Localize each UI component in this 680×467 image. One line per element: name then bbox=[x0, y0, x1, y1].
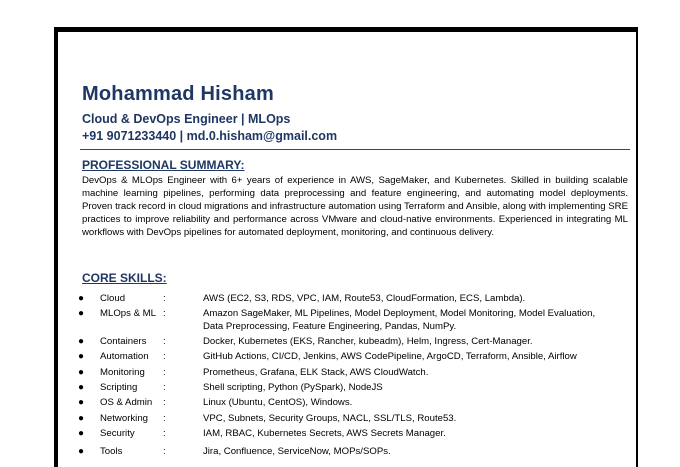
skill-value: AWS (EC2, S3, RDS, VPC, IAM, Route53, CloudFormation, ECS, Lambda). bbox=[203, 293, 526, 304]
skill-label: OS & Admin bbox=[100, 397, 153, 409]
skill-value: VPC, Subnets, Security Groups, NACL, SSL/TLS, Route53. bbox=[203, 412, 457, 424]
skill-row-security bbox=[78, 428, 638, 442]
skill-label: Monitoring bbox=[100, 366, 145, 378]
skill-row-containers bbox=[78, 336, 638, 350]
skill-colon: : bbox=[163, 293, 166, 304]
skill-row-os-admin bbox=[78, 397, 638, 411]
skill-value: Shell scripting, Python (PySpark), NodeJS bbox=[203, 381, 383, 393]
skill-colon: : bbox=[163, 412, 166, 424]
bullet-icon: ● bbox=[78, 351, 85, 363]
skill-row-monitoring bbox=[78, 367, 638, 381]
skill-label: Automation bbox=[100, 351, 149, 363]
bullet-icon: ● bbox=[78, 335, 85, 347]
skill-label: Containers bbox=[100, 335, 147, 347]
skill-value: Docker, Kubernetes (EKS, Rancher, kubeadm), Helm, Ingress, Cert-Manager. bbox=[203, 335, 533, 347]
skills-heading: CORE SKILLS: bbox=[82, 271, 167, 285]
skill-value: Linux (Ubuntu, CentOS), Windows. bbox=[203, 397, 353, 409]
skill-row-automation bbox=[78, 351, 638, 365]
bullet-icon: ● bbox=[78, 366, 85, 378]
bullet-icon: ● bbox=[78, 412, 85, 424]
skill-colon: : bbox=[163, 366, 166, 378]
header-divider bbox=[80, 149, 630, 150]
skill-row-cloud bbox=[78, 293, 638, 307]
candidate-role: Cloud & DevOps Engineer | MLOps bbox=[82, 112, 291, 126]
skill-label: Cloud bbox=[100, 293, 126, 304]
skill-label: MLOps & ML bbox=[100, 308, 156, 320]
bullet-icon: ● bbox=[78, 428, 85, 440]
bullet-icon: ● bbox=[78, 397, 85, 409]
candidate-name: Mohammad Hisham bbox=[82, 83, 274, 105]
skill-colon: : bbox=[163, 351, 166, 363]
skill-colon: : bbox=[163, 308, 166, 320]
skill-label: Scripting bbox=[100, 381, 138, 393]
skill-colon: : bbox=[163, 446, 166, 458]
contact-info: +91 9071233440 | md.0.hisham@gmail.com bbox=[82, 129, 338, 143]
skill-row-networking bbox=[78, 413, 638, 427]
skill-row-scripting bbox=[78, 382, 638, 396]
skill-value: Amazon SageMaker, ML Pipelines, Model Deployment, Model Monitoring, Model Evaluation, Data Preprocessing, Feature Engineering, Pandas, NumPy. bbox=[203, 308, 596, 332]
skill-colon: : bbox=[163, 381, 166, 393]
skill-colon: : bbox=[163, 335, 166, 347]
skill-value: Prometheus, Grafana, ELK Stack, AWS CloudWatch. bbox=[203, 366, 429, 378]
bullet-icon: ● bbox=[78, 446, 85, 458]
skill-colon: : bbox=[163, 397, 166, 409]
skill-value: IAM, RBAC, Kubernetes Secrets, AWS Secrets Manager. bbox=[203, 428, 446, 440]
skill-label: Security bbox=[100, 428, 135, 440]
skill-label: Networking bbox=[100, 412, 148, 424]
skill-row-tools bbox=[78, 446, 638, 460]
summary-text: DevOps & MLOps Engineer with 6+ years of experience in AWS, SageMaker, and Kubernetes. Skilled in building scalable machine learning pipelines, performing data preprocessing and feature engineering, and automating model deployments. Proven track record in cloud migrations and infrastructure automation using Terraform and Ansible, along with implementing SRE practices to improve reliability and performance across VMware and cloud-native environments. Experienced in integrating ML workflows with DevOps pipelines for automated deployment, monitoring, and continuous delivery. bbox=[82, 175, 628, 238]
bullet-icon: ● bbox=[78, 293, 85, 304]
skill-row-mlops bbox=[78, 308, 638, 334]
summary-heading: PROFESSIONAL SUMMARY: bbox=[82, 158, 245, 172]
skill-colon: : bbox=[163, 428, 166, 440]
bullet-icon: ● bbox=[78, 308, 85, 320]
skill-label: Tools bbox=[100, 446, 123, 458]
skill-value: GitHub Actions, CI/CD, Jenkins, AWS CodePipeline, ArgoCD, Terraform, Ansible, Airflow bbox=[203, 351, 577, 363]
skills-list bbox=[78, 293, 638, 462]
bullet-icon: ● bbox=[78, 381, 85, 393]
resume-page bbox=[54, 27, 638, 467]
skill-value: Jira, Confluence, ServiceNow, MOPs/SOPs. bbox=[203, 446, 391, 458]
